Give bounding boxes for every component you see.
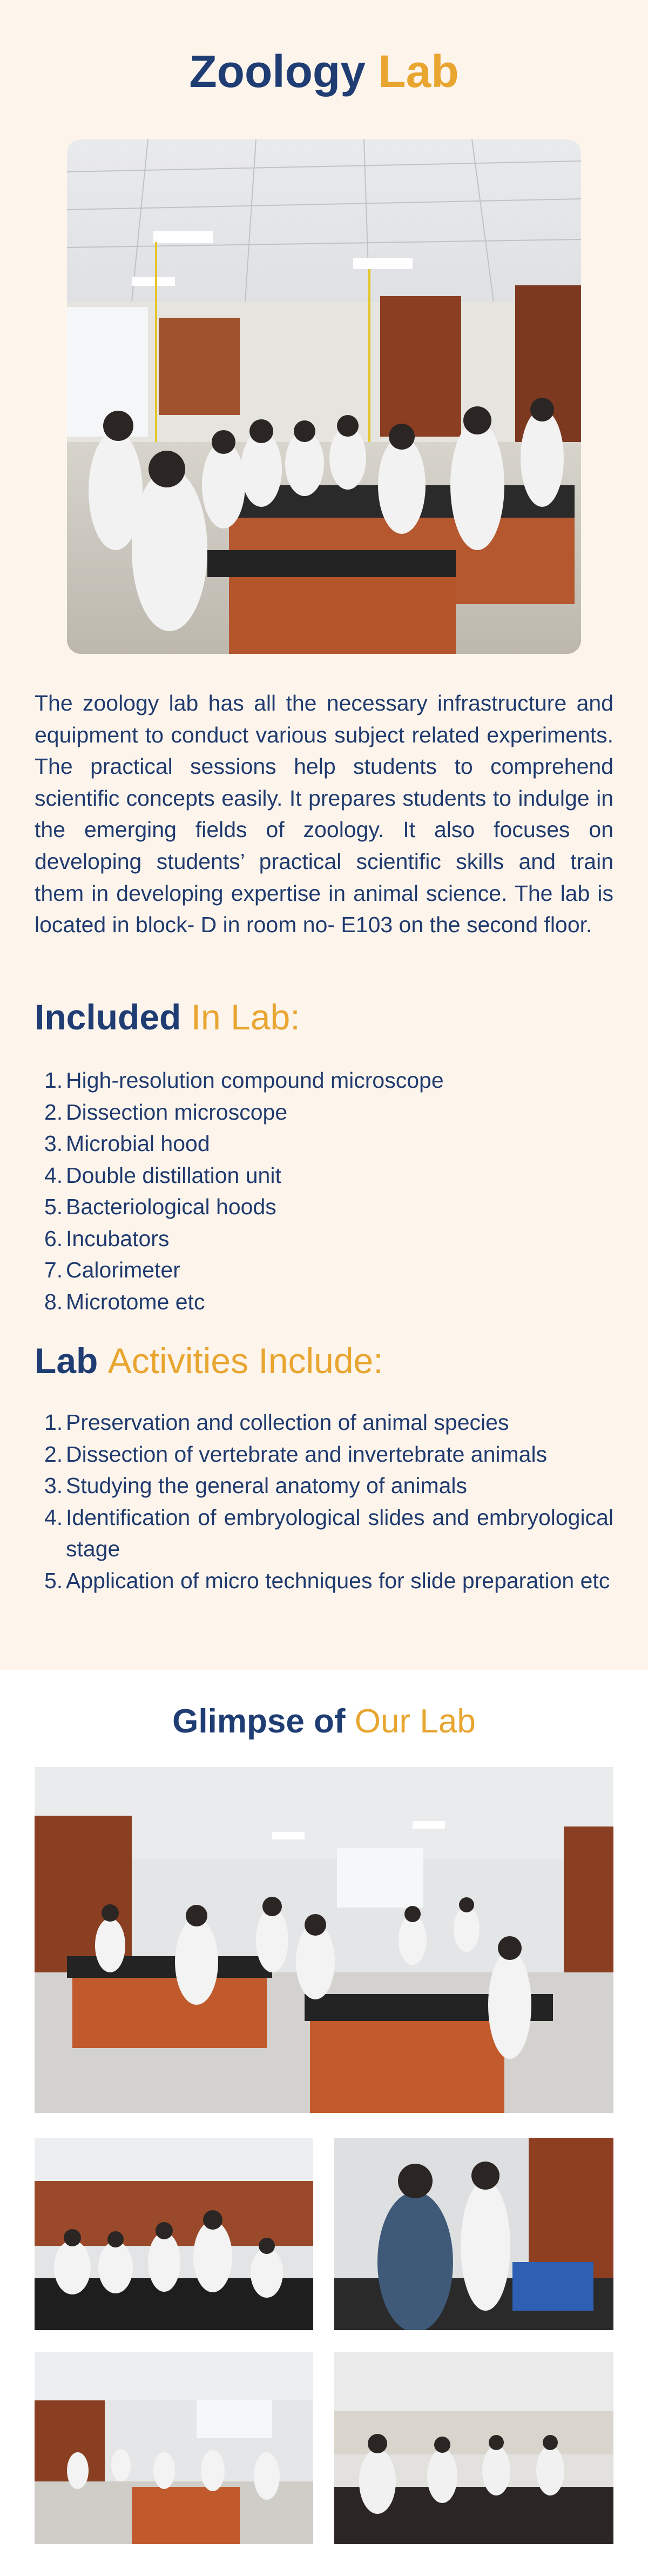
glimpse-title-accent: Our Lab: [354, 1703, 476, 1740]
list-item: 4. Double distillation unit: [44, 1162, 281, 1188]
gallery-photo-3[interactable]: [334, 2138, 613, 2330]
list-item: 5. Bacteriological hoods: [44, 1194, 276, 1219]
gallery-photo-2[interactable]: [35, 2138, 313, 2330]
gallery-photo-4[interactable]: [35, 2352, 313, 2544]
page-title: [0, 44, 648, 98]
activities-list: [35, 1407, 613, 1596]
list-item: 3. Microbial hood: [44, 1131, 210, 1156]
lab-description: The zoology lab has all the necessary infrastructure and equipment to conduct various subject related experiments. The practical sessions help students to comprehend scientific concepts easily. It prepares students to indulge in the emerging fields of zoology. It also focuses on developing students’ practical scientific skills and train them in developing expertise in animal science. The lab is located in block- D in room no- E103 on the second floor.: [35, 691, 613, 938]
title-accent: Lab: [378, 46, 459, 97]
included-heading-accent: In Lab:: [191, 997, 300, 1037]
title-primary: Zoology: [189, 46, 366, 97]
gallery-photo-main[interactable]: [35, 1767, 613, 2113]
list-item: 1. Preservation and collection of animal species: [44, 1410, 509, 1435]
list-item: 7. Calorimeter: [44, 1257, 180, 1282]
included-list: [35, 1065, 613, 1317]
activities-heading-accent: Activities Include:: [107, 1341, 383, 1381]
activities-heading-primary: Lab: [35, 1341, 98, 1381]
glimpse-section: [0, 1670, 648, 2576]
list-item: 5. Application of micro techniques for slide preparation etc: [44, 1568, 610, 1593]
included-heading: [35, 995, 300, 1039]
activities-heading: [35, 1339, 383, 1382]
included-heading-primary: Included: [35, 997, 181, 1037]
glimpse-title: [0, 1700, 648, 1743]
list-item: 2. Dissection microscope: [44, 1099, 288, 1125]
list-item: 4. Identification of embryological slides and embryological stage: [44, 1504, 613, 1561]
lab-hero-photo: [67, 139, 581, 654]
list-item: 8. Microtome etc: [44, 1289, 205, 1314]
list-item: 3. Studying the general anatomy of animals: [44, 1473, 468, 1498]
glimpse-title-primary: Glimpse of: [172, 1703, 346, 1740]
gallery-photo-5[interactable]: [334, 2352, 613, 2544]
list-item: 2. Dissection of vertebrate and invertebrate animals: [44, 1441, 548, 1467]
list-item: 6. Incubators: [44, 1226, 170, 1251]
list-item: 1. High-resolution compound microscope: [44, 1068, 444, 1093]
